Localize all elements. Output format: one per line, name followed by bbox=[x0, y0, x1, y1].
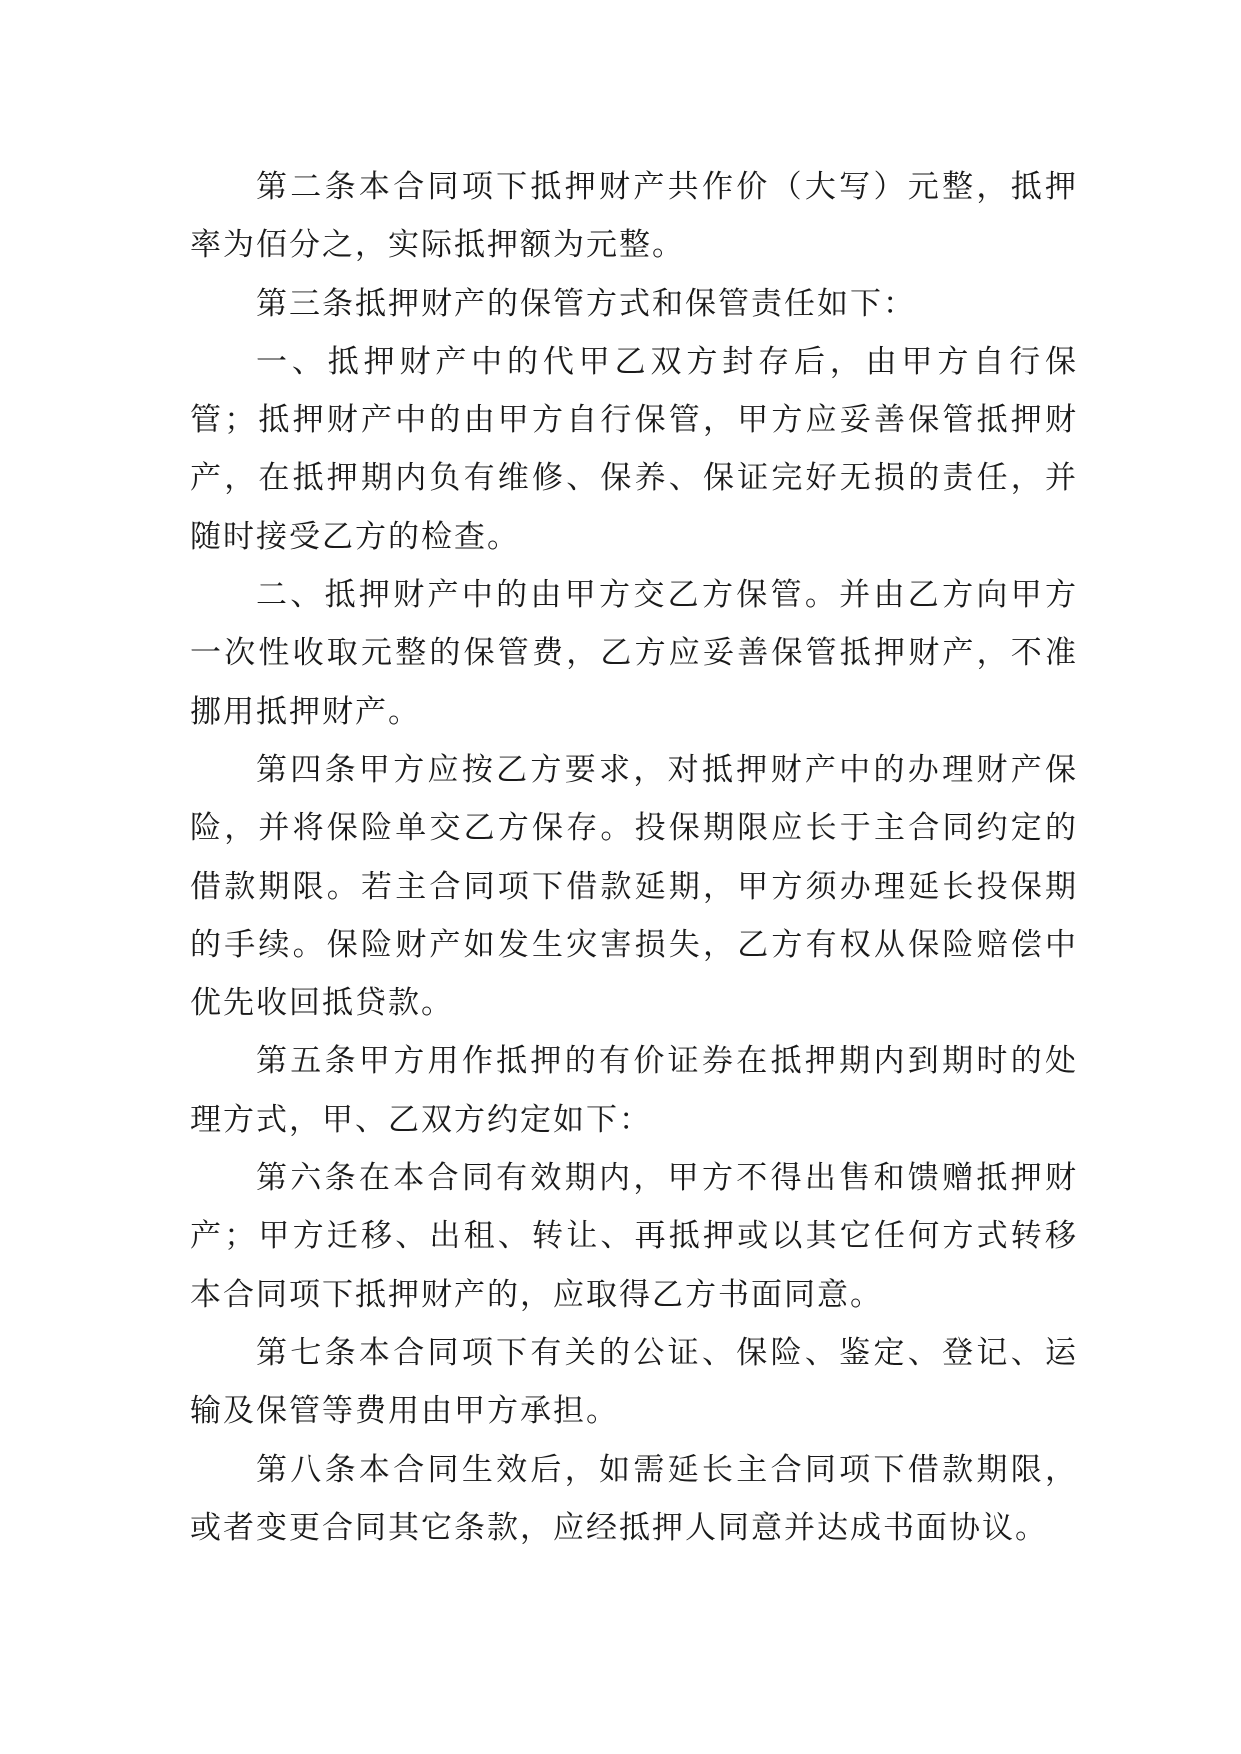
clause-8-paragraph: 第八条本合同生效后，如需延长主合同项下借款期限，或者变更合同其它条款，应经抵押人同意并达成书面协议。 bbox=[190, 1451, 1078, 1546]
clause-2-paragraph: 第二条本合同项下抵押财产共作价（大写）元整，抵押率为佰分之，实际抵押额为元整。 bbox=[190, 169, 1078, 264]
clause-6-paragraph: 第六条在本合同有效期内，甲方不得出售和馈赠抵押财产；甲方迁移、出租、转让、再抵押或以其它任何方式转移本合同项下抵押财产的，应取得乙方书面同意。 bbox=[190, 1160, 1078, 1313]
contract-body bbox=[190, 158, 1078, 1557]
clause-3-heading: 第三条抵押财产的保管方式和保管责任如下： bbox=[256, 285, 916, 322]
clause-5-paragraph: 第五条甲方用作抵押的有价证券在抵押期内到期时的处理方式，甲、乙双方约定如下： bbox=[190, 1043, 1078, 1138]
clause-7-paragraph: 第七条本合同项下有关的公证、保险、鉴定、登记、运输及保管等费用由甲方承担。 bbox=[190, 1334, 1078, 1430]
clause-3-item-1: 一、抵押财产中的代甲乙双方封存后，由甲方自行保管；抵押财产中的由甲方自行保管，甲方应妥善保管抵押财产，在抵押期内负有维修、保养、保证完好无损的责任，并随时接受乙方的检查。 bbox=[190, 343, 1078, 555]
clause-3-item-2: 二、抵押财产中的由甲方交乙方保管。并由乙方向甲方一次性收取元整的保管费，乙方应妥善保管抵押财产，不准挪用抵押财产。 bbox=[190, 577, 1078, 730]
clause-4-paragraph: 第四条甲方应按乙方要求，对抵押财产中的办理财产保险，并将保险单交乙方保存。投保期限应长于主合同约定的借款期限。若主合同项下借款延期，甲方须办理延长投保期的手续。保险财产如发生灾害损失，乙方有权从保险赔偿中优先收回抵贷款。 bbox=[190, 751, 1078, 1022]
